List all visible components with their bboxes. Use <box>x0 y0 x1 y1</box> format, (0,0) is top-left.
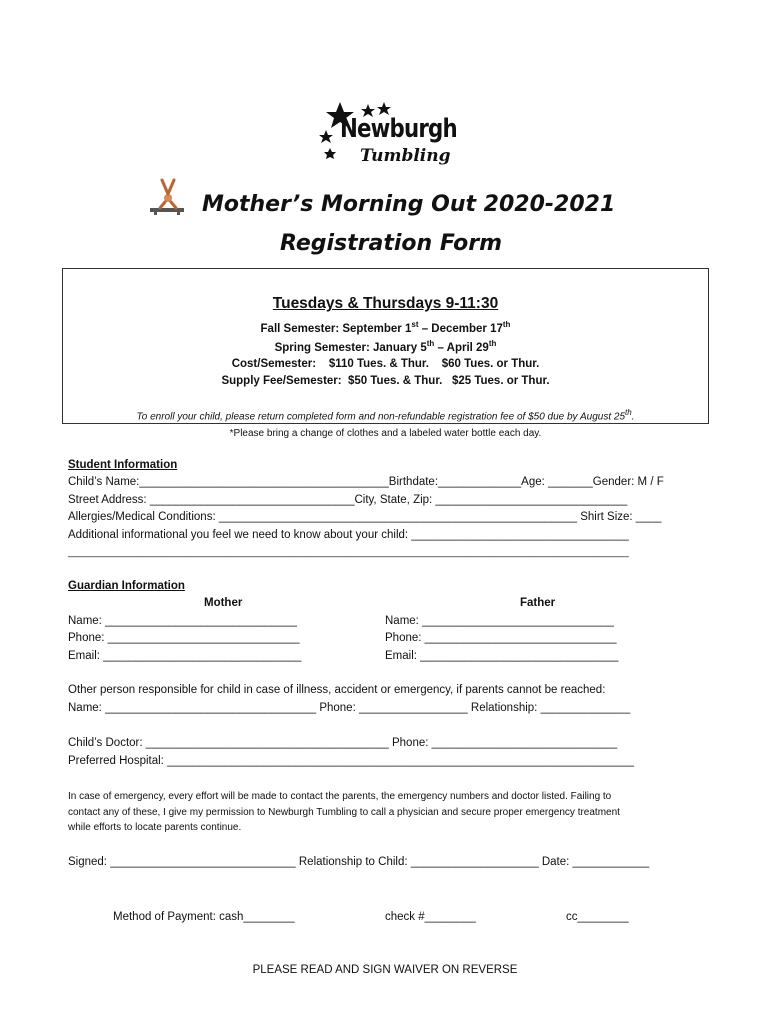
form-title: Mother’s Morning Out 2020-2021 <box>202 192 616 217</box>
mother-email-field[interactable]: Email: _______________________________ <box>68 650 302 662</box>
other-person-line[interactable]: Name: _________________________________ Phone: _________________ Relationship: ______________ <box>68 702 631 714</box>
mother-name-field[interactable]: Name: ______________________________ <box>68 615 297 627</box>
logo-brand-text: Newburgh <box>340 114 457 144</box>
payment-check[interactable]: check #________ <box>385 911 476 923</box>
allergies-line[interactable]: Allergies/Medical Conditions: ________________________________________________________ Shirt Size: ____ <box>68 511 662 523</box>
hospital-line[interactable]: Preferred Hospital: _________________________________________________________________________ <box>68 755 634 767</box>
enroll-note: To enroll your child, please return completed form and non-refundable registration fee of $50 due by August 25th. <box>136 408 635 423</box>
additional-info-blank[interactable]: ________________________________________________________________________________________________ <box>68 546 629 558</box>
emergency-text-1: In case of emergency, every effort will be made to contact the parents, the emergency numbers and doctor listed. Failing to <box>68 791 612 802</box>
other-person-intro: Other person responsible for child in case of illness, accident or emergency, if parents cannot be reached: <box>68 684 606 696</box>
signature-line[interactable]: Signed: _____________________________ Relationship to Child: ____________________ Date: ____________ <box>68 856 650 868</box>
supply-fee: Supply Fee/Semester: $50 Tues. & Thur. $25 Tues. or Thur. <box>221 375 550 387</box>
tumbler-icon <box>146 174 188 216</box>
child-name-line[interactable]: Child’s Name:_______________________________________Birthdate:_____________Age: _______Gender: M / F <box>68 476 664 488</box>
emergency-text-2: contact any of these, I give my permission to Newburgh Tumbling to call a physician and secure proper emergency treatment <box>68 807 620 818</box>
guardian-info-heading: Guardian Information <box>68 580 185 592</box>
doctor-line[interactable]: Child’s Doctor: ______________________________________ Phone: _____________________________ <box>68 737 618 749</box>
cost-per-semester: Cost/Semester: $110 Tues. & Thur. $60 Tues. or Thur. <box>231 358 540 370</box>
mother-label: Mother <box>204 597 243 609</box>
tumbler-illustration <box>146 174 188 216</box>
emergency-text-3: while efforts to locate parents continue. <box>68 822 242 833</box>
street-address-line[interactable]: Street Address: ________________________________City, State, Zip: ______________________________ <box>68 494 628 506</box>
schedule-heading: Tuesdays & Thursdays 9-11:30 <box>272 295 499 312</box>
payment-cc[interactable]: cc________ <box>566 911 629 923</box>
payment-cash[interactable]: Method of Payment: cash________ <box>113 911 295 923</box>
reminder-note: *Please bring a change of clothes and a labeled water bottle each day. <box>229 428 542 439</box>
fall-semester: Fall Semester: September 1st – December 17th <box>260 320 511 335</box>
mother-phone-field[interactable]: Phone: ______________________________ <box>68 632 300 644</box>
form-subtitle: Registration Form <box>280 231 503 256</box>
student-info-heading: Student Information <box>68 459 178 471</box>
father-label: Father <box>520 597 556 609</box>
logo-tagline: Tumbling <box>360 146 451 166</box>
waiver-notice: PLEASE READ AND SIGN WAIVER ON REVERSE <box>252 964 518 976</box>
spring-semester: Spring Semester: January 5th – April 29th <box>274 339 497 354</box>
father-name-field[interactable]: Name: ______________________________ <box>385 615 614 627</box>
father-phone-field[interactable]: Phone: ______________________________ <box>385 632 617 644</box>
additional-info-line[interactable]: Additional informational you feel we need to know about your child: __________________________________ <box>68 529 629 541</box>
father-email-field[interactable]: Email: _______________________________ <box>385 650 619 662</box>
